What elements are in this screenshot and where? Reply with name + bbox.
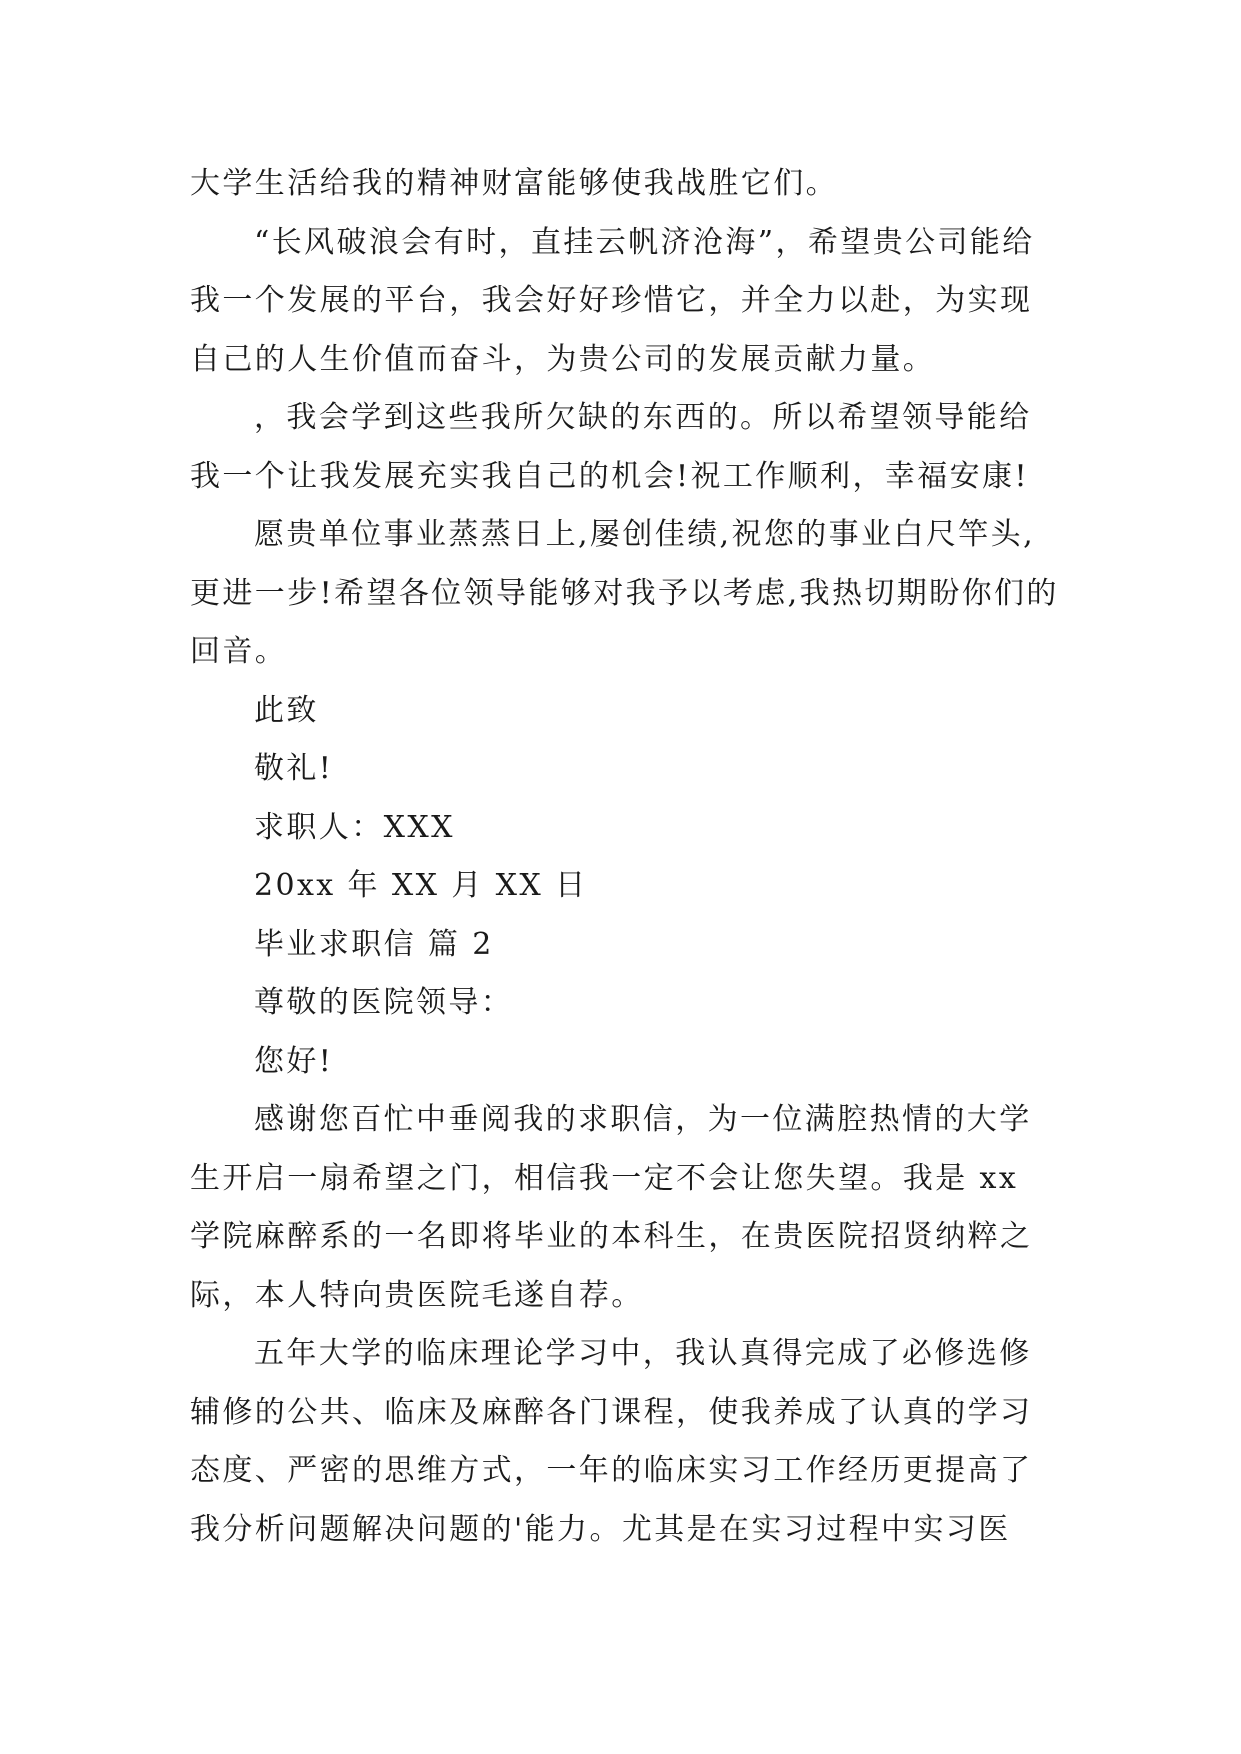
document-body	[190, 155, 1060, 1559]
hello-line: 您好!	[254, 1043, 334, 1079]
paragraph-3: ，我会学到这些我所欠缺的东西的。所以希望领导能给我一个让我发展充实我自己的机会!祝工作顺利，幸福安康!	[190, 400, 1032, 494]
applicant-signature: 求职人：XXX	[254, 809, 455, 845]
paragraph-1: 大学生活给我的精神财富能够使我战胜它们。	[190, 166, 838, 201]
closing-salutation: 此致	[254, 692, 319, 728]
paragraph-12: 感谢您百忙中垂阅我的求职信，为一位满腔热情的大学生开启一扇希望之门，相信我一定不会让您失望。我是 xx 学院麻醉系的一名即将毕业的本科生，在贵医院招贤纳粹之际，本人特向贵医院毛遂自荐。	[190, 1102, 1033, 1313]
paragraph-2: “长风破浪会有时，直挂云帆济沧海”，希望贵公司能给我一个发展的平台，我会好好珍惜它，并全力以赴，为实现自己的人生价值而奋斗，为贵公司的发展贡献力量。	[190, 224, 1035, 377]
section-heading: 毕业求职信 篇 2	[254, 926, 494, 962]
closing-regards: 敬礼!	[254, 751, 334, 786]
letter-date: 20xx 年 XX 月 XX 日	[254, 868, 588, 903]
recipient-greeting: 尊敬的医院领导：	[254, 985, 514, 1020]
paragraph-4: 愿贵单位事业蒸蒸日上,屡创佳绩,祝您的事业白尺竿头,更进一步!希望各位领导能够对我予以考虑,我热切期盼你们的回音。	[190, 517, 1059, 669]
paragraph-13: 五年大学的临床理论学习中，我认真得完成了必修选修辅修的公共、临床及麻醉各门课程，使我养成了认真的学习态度、严密的思维方式，一年的临床实习工作经历更提高了我分析问题解决问题的'能力。尤其是在实习过程中实习医	[190, 1336, 1033, 1547]
